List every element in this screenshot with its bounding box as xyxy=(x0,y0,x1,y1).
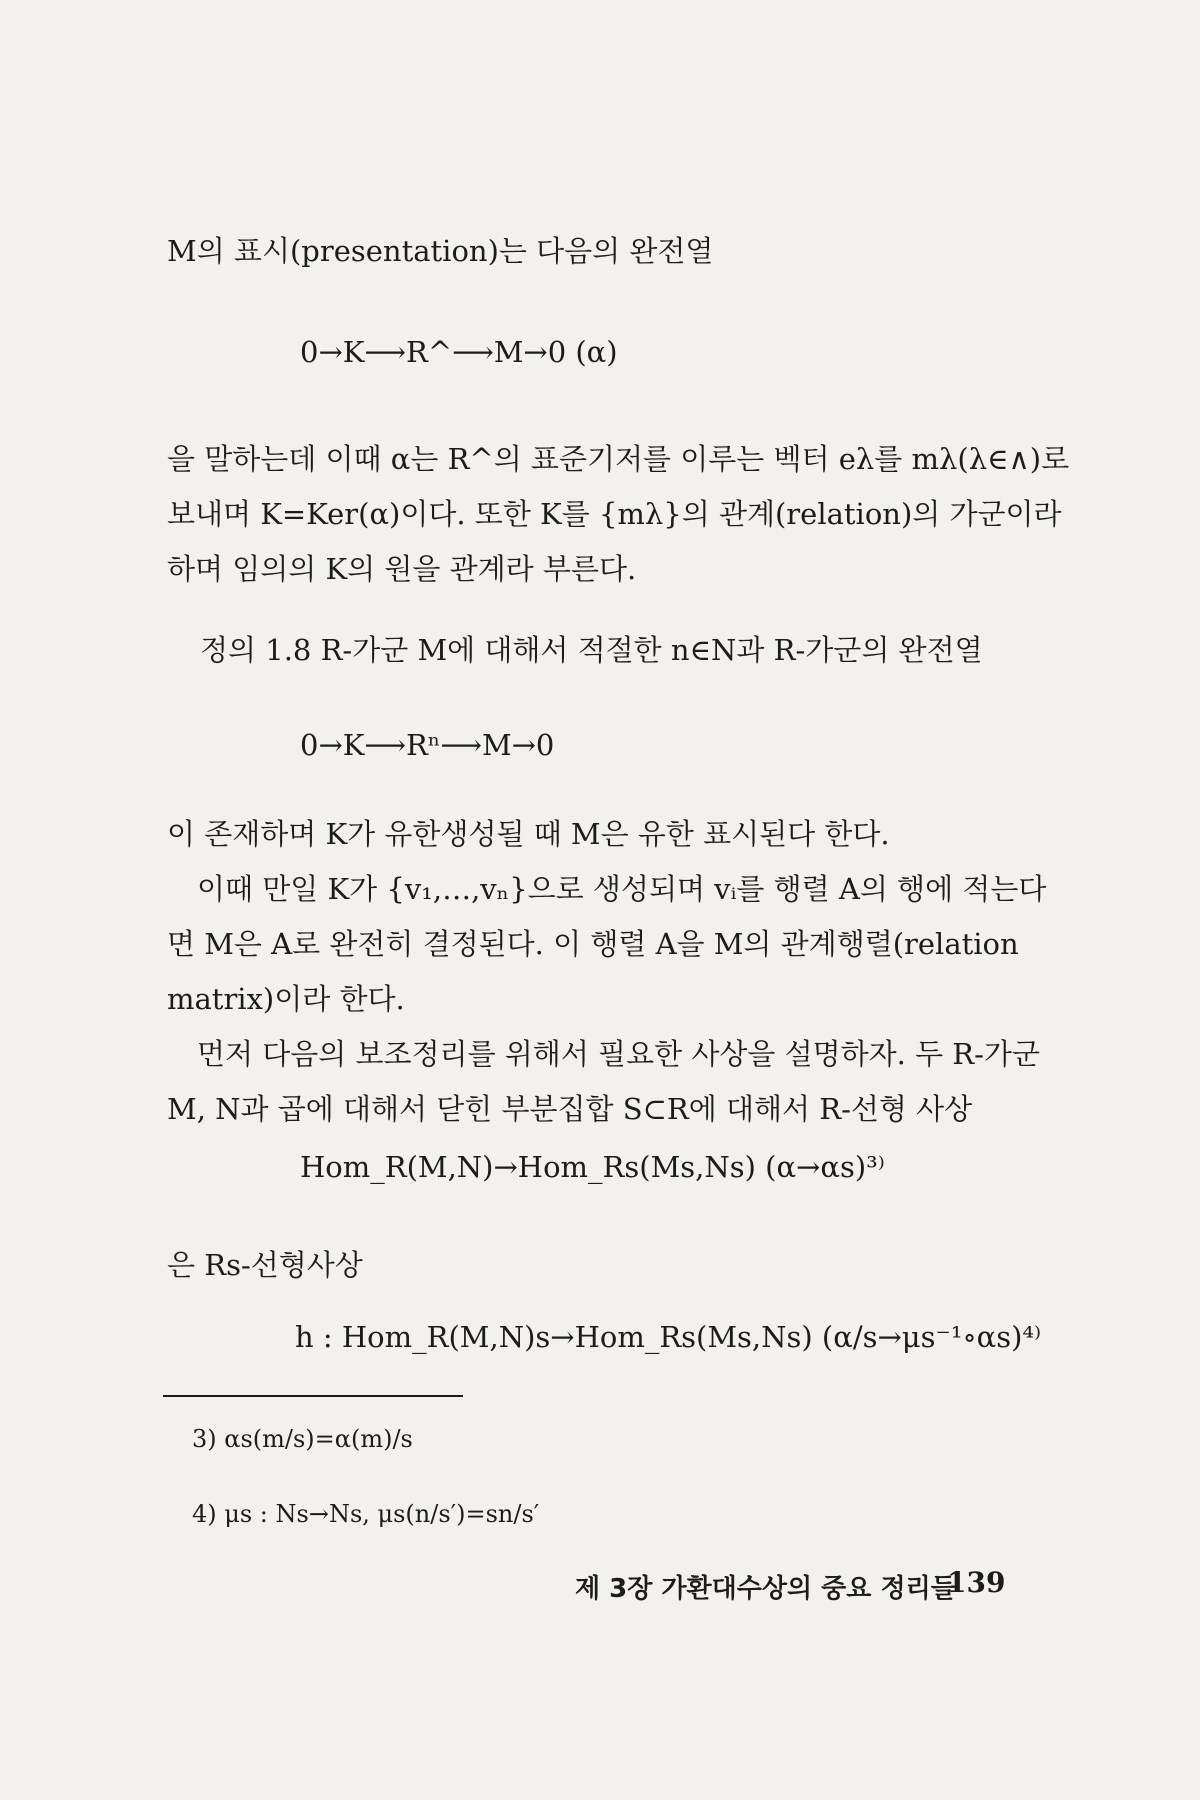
line: 면 M은 A로 완전히 결정된다. 이 행렬 A을 M의 관계행렬(relation xyxy=(167,927,1019,961)
exact-sequence-1 xyxy=(300,335,618,369)
page-number: 139 xyxy=(947,1566,1006,1599)
line: 이때 만일 K가 {v₁,…,vₙ}으로 생성되며 vᵢ를 행렬 A의 행에 적는다 xyxy=(197,872,1047,906)
running-footer: 제 3장 가환대수상의 중요 정리들 xyxy=(575,1574,956,1604)
exact-sequence-2: 0→K⟶Rⁿ⟶M→0 xyxy=(300,728,555,762)
definition-1-8: 정의 1.8 R-가군 M에 대해서 적절한 n∈N과 R-가군의 완전열 xyxy=(200,633,983,667)
line: 이 존재하며 K가 유한생성될 때 M은 유한 표시된다 한다. xyxy=(167,817,890,851)
line: matrix)이라 한다. xyxy=(167,982,405,1016)
footnote-rule xyxy=(163,1395,463,1397)
line: 을 말하는데 이때 α는 R^의 표준기저를 이루는 벡터 eλ를 mλ(λ∈∧)로 xyxy=(167,442,1070,476)
exact-sequence-1-text: 0→K⟶R^⟶M→0 (α) xyxy=(300,335,618,369)
line: M, N과 곱에 대해서 닫힌 부분집합 S⊂R에 대해서 R-선형 사상 xyxy=(167,1092,973,1126)
h-map: h : Hom_R(M,N)s→Hom_Rs(Ms,Ns) (α/s→μs⁻¹∘αs)⁴⁾ xyxy=(295,1320,1042,1354)
line: 먼저 다음의 보조정리를 위해서 필요한 사상을 설명하자. 두 R-가군 xyxy=(197,1037,1040,1071)
paragraph-after-eq2 xyxy=(167,807,1047,1137)
footnote-3: 3) αs(m/s)=α(m)/s xyxy=(192,1425,413,1453)
line: 하며 임의의 K의 원을 관계라 부른다. xyxy=(167,552,637,586)
presentation-intro: M의 표시(presentation)는 다음의 완전열 xyxy=(167,234,714,268)
footnote-4: 4) μs : Ns→Ns, μs(n/s′)=sn/s′ xyxy=(192,1500,540,1528)
line: 보내며 K=Ker(α)이다. 또한 K를 {mλ}의 관계(relation)의 가군이라 xyxy=(167,497,1062,531)
rs-linear-map-intro: 은 Rs-선형사상 xyxy=(167,1248,363,1282)
paragraph-after-eq1 xyxy=(167,432,1070,597)
hom-map: Hom_R(M,N)→Hom_Rs(Ms,Ns) (α→αs)³⁾ xyxy=(300,1150,885,1184)
